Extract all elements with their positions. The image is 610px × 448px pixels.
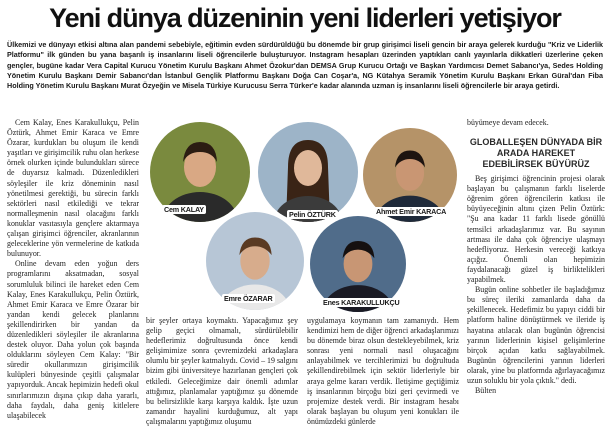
article-column-4 [467, 118, 605, 448]
caption-cem-kalay: Cem KALAY [164, 205, 204, 214]
lead-paragraph: Ülkemizi ve dünyayı etkisi altına alan pandemi sebebiyle, eğitimin evden sürdürüldüğü bu dönemde bir grup girişimci liseli gencin bir araya gelerek kurduğu "Kriz ve Liderlik Platformu" ilk günden bu yana başarılı iş insanlarını liseli öğrencilerle buluşturuyor. Instagram hesapları üzerinden yaptıkları canlı yayınlarla dikkatleri üzerlerine çeken gençler, bugüne kadar Vera Capital Kurucu Yönetim Kurulu Başkanı Ahmet Özokur'dan DEMSA Grup Kurucu Ortağı ve Başkan Yardımcısı Demet Sabancı'ya, Sedes Holding Yönetim Kurulu Başkanı Demir Sabancı'dan İstanbul Gençlik Platformu Başkanı Doğa Can Coşar'a, NG Kütahya Seramik Yönetim Kurulu Başkanı Erkan Güral'dan Fiba Holding Yönetim Kurulu Başkanı Murat Özyeğin ve Misela Türkiye Kurucusu Serra Türker'e kadar alanında uzman iş insanlarını liseli öğrencilerle bir araya getirdi. [7, 40, 603, 91]
paragraph: Cem Kalay, Enes Karakullukçu, Pelin Öztürk, Ahmet Emir Karaca ve Emre Özarar, kurdukları bu oluşum ile kendi yaşıtları ve girişimcilik ruhu olan herkese örnek olurken içinde bulundukları sürece de duyarsız kalmadı. Düzenledikleri söyleşiler ile kriz döneminin nasıl yönetilmesi gerektiği, bu sürecin farklı sektörleri nasıl etkilediği ve tekrar normalleşmenin nasıl olacağını farklı konuklar vasıtasıyla gençlere aktarmaya çalışan girişimci öğrenciler, akranlarının geleceklerine yön vermelerine de katkıda bulunuyor. [7, 118, 139, 259]
paragraph: Bugün online sohbetler ile başladığımız bu süreç ileriki zamanlarda daha da şekillenecek. Hedefimiz bu yapıyı ciddi bir platform haline dönüştürmek ve ileride iş hayatına atılacak olan bugünün öğrencisi yarının liderlerinin kişisel gelişimlerine birçok açıdan katkı sağlayabilmek. Bugünün öğrencilerini yarının liderleri olarak, yine bu platformda ağırlayacağımız uzun soluklu bir yola çıktık." dedi. [467, 285, 605, 385]
article-column-3 [307, 316, 459, 447]
paragraph: uygulamaya koymanın tam zamanıydı. Hem kendimizi hem de diğer öğrenci arkadaşlarımızı bu dönemde biraz olsun destekleyebilmek, kriz sonrası yeni normali nasıl oluşacağını anlayabilmek ve tercihlerimizi bu doğrultuda şekillendirebilmek için sektör liderleriyle bir araya gelme kararı verdik. İletişime geçtiğimiz iş insanlarının birçoğu bizi geri çevirmedi ve projemize destek verdi. Bir instagram hesabı olarak başlayan bu oluşum yeni konukları ile önümüzdeki günlerde [307, 316, 459, 426]
caption-pelin-ozturk: Pelin ÖZTÜRK [289, 210, 336, 219]
subheading: GLOBALLEŞEN DÜNYADA BİR ARADA HAREKET EDEBİLİRSEK BÜYÜRÜZ [469, 137, 603, 170]
caption-ahmet-emir-karaca: Ahmet Emir KARACA [376, 207, 447, 216]
caption-emre-ozarar: Emre ÖZARAR [224, 294, 273, 303]
face [294, 150, 322, 186]
caption-enes-karakullukcu: Enes KARAKULLUKÇU [323, 298, 400, 307]
paragraph: Beş girişimci öğrencinin projesi olarak başlayan bu çalışmanın farklı liselerde öğrenim gören öğrencilerin katkısı ile büyüyeceğinin altını çizen Pelin Öztürk: "Şu ana kadar 11 farklı lisede gönüllü temsilci arkadaşlarımız var. Bu sayının artması ile daha çok öğrenciye ulaşmayı hedefliyoruz. Herkesin vereceği katkıya açığız. Önemli olan hepimizin faydalanacağı güzel iş birliktelikleri yapabilmek. [467, 174, 605, 285]
paragraph: büyümeye devam edecek. [467, 118, 549, 127]
photo-collage [146, 118, 459, 312]
headline: Yeni dünya düzeninin yeni liderleri yetişiyor [49, 3, 561, 33]
article-column-2 [146, 316, 298, 447]
portrait-image [258, 122, 358, 222]
article-column-1 [7, 118, 139, 448]
paragraph: bir şeyler ortaya koymaktı. Yapacağımız şey gelip geçici olmamalı, sürdürülebilir hedeflerimiz doğrultusunda önce kendi gelişimimize sonra çevremizdeki arkadaşlara olumlu bir şeyler katmalıydı. Covid – 19 salgını bizim gibi üniversiteye hazırlanan gençleri çok etkiledi. Geleceğimize dair önemli adımlar attığımız, planlamalar yaptığımız şu dönemde bu belirsizlikle karşı karşıya kaldık. İşte uzun zamandır hayalini kurduğumuz, alt yapı çalışmalarını yaptığımız oluşumu [146, 316, 298, 426]
photo-pelin-ozturk [258, 122, 358, 222]
paragraph: Online devam eden yoğun ders programlarını aksatmadan, sosyal sorumluluk bilinci ile hareket eden Cem Kalay, Enes Karakullukçu, Pelin Öztürk, Ahmet Emir Karaca ve Emre Özarar bir yandan kendi gelecek planlarını şekillendirirken bir yandan da düzenledikleri söyleşiler ile akranlarına destek oluyor. Daha yolun çok başında olduklarını söyleyen Cem Kalay: "Bir süredir okullarımızın girişimcilik kulüpleri bünyesinde çeşitli çalışmalar yapıyorduk. Ancak hepimizin hedefi okul sınırlarımızın dışına çıkıp daha yararlı, daha faydalı, daha geniş kitlelere ulaşabilecek [7, 259, 139, 420]
byline: Bülten [475, 386, 497, 396]
